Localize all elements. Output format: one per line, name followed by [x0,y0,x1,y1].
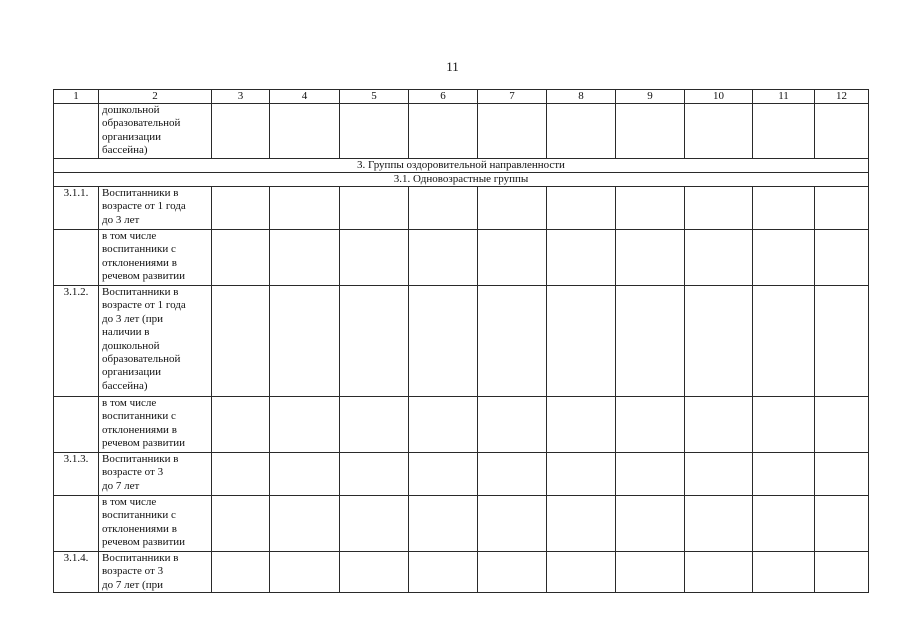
column-header: 9 [616,90,685,104]
data-cell [547,496,616,552]
data-cell [340,397,409,453]
table-row [54,230,869,286]
column-header: 5 [340,90,409,104]
data-cell [478,453,547,496]
row-code-cell [54,230,99,286]
data-cell [547,187,616,230]
data-cell [409,230,478,286]
data-cell [815,496,869,552]
data-cell [478,286,547,397]
data-cell [547,286,616,397]
data-cell [685,230,753,286]
data-cell [616,104,685,159]
data-cell [478,230,547,286]
data-cell [212,104,270,159]
table-row [54,187,869,230]
data-cell [753,187,815,230]
data-cell [409,453,478,496]
column-header: 4 [270,90,340,104]
data-cell [753,496,815,552]
data-cell [547,552,616,593]
data-cell [212,286,270,397]
data-cell [753,453,815,496]
row-label-cell: Воспитанники в возрасте от 3 до 7 лет (при [99,552,212,593]
column-header: 2 [99,90,212,104]
table-row [54,453,869,496]
subsection-heading: 3.1. Одновозрастные группы [54,173,869,187]
data-cell [270,453,340,496]
data-cell [753,104,815,159]
data-cell [212,496,270,552]
data-cell [616,230,685,286]
row-code-cell [54,104,99,159]
table-row [54,286,869,397]
data-cell [616,187,685,230]
data-cell [409,104,478,159]
data-cell [815,104,869,159]
data-cell [409,286,478,397]
data-cell [815,230,869,286]
data-cell [815,453,869,496]
data-cell [270,230,340,286]
column-header: 7 [478,90,547,104]
data-cell [212,230,270,286]
column-header: 6 [409,90,478,104]
data-cell [478,104,547,159]
data-cell [340,453,409,496]
column-header: 8 [547,90,616,104]
data-cell [340,552,409,593]
data-cell [685,397,753,453]
data-cell [616,286,685,397]
data-cell [815,187,869,230]
data-cell [409,496,478,552]
section-heading: 3. Группы оздоровительной направленности [54,159,869,173]
data-cell [340,496,409,552]
data-cell [478,187,547,230]
data-cell [478,496,547,552]
column-header: 11 [753,90,815,104]
data-cell [409,552,478,593]
data-cell [270,104,340,159]
data-cell [212,397,270,453]
table-row [54,496,869,552]
data-cell [685,552,753,593]
data-cell [478,552,547,593]
data-cell [753,230,815,286]
data-cell [815,286,869,397]
table-row [54,552,869,593]
data-cell [753,397,815,453]
row-code-cell: 3.1.2. [54,286,99,397]
data-cell [270,187,340,230]
data-cell [340,187,409,230]
column-header: 1 [54,90,99,104]
data-cell [616,496,685,552]
data-cell [753,552,815,593]
table-row [54,397,869,453]
row-label-cell: в том числе воспитанники с отклонениями в речевом развитии [99,397,212,453]
row-label-cell: Воспитанники в возрасте от 1 года до 3 лет [99,187,212,230]
data-cell [815,552,869,593]
data-cell [815,397,869,453]
column-number-row [54,90,869,104]
data-cell [409,187,478,230]
data-cell [212,552,270,593]
data-cell [685,453,753,496]
data-cell [270,552,340,593]
column-header: 12 [815,90,869,104]
data-cell [409,397,478,453]
data-cell [616,552,685,593]
row-code-cell: 3.1.3. [54,453,99,496]
data-cell [340,104,409,159]
data-cell [212,453,270,496]
column-header: 10 [685,90,753,104]
data-cell [685,496,753,552]
page-number: 11 [446,59,459,74]
data-cell [753,286,815,397]
data-cell [547,104,616,159]
table-row-continuation [54,104,869,159]
data-cell [616,453,685,496]
row-label-cell: в том числе воспитанники с отклонениями в речевом развитии [99,496,212,552]
row-label-cell: Воспитанники в возрасте от 3 до 7 лет [99,453,212,496]
row-code-cell [54,397,99,453]
data-cell [478,397,547,453]
section-heading-row [54,159,869,173]
data-cell [270,496,340,552]
subsection-heading-row [54,173,869,187]
data-cell [547,453,616,496]
data-cell [685,187,753,230]
data-cell [616,397,685,453]
column-header: 3 [212,90,270,104]
data-cell [685,286,753,397]
row-label-cell: Воспитанники в возрасте от 1 года до 3 лет (при наличии в дошкольной образовательной организации бассейна) [99,286,212,397]
data-cell [340,286,409,397]
data-cell [685,104,753,159]
row-code-cell [54,496,99,552]
row-label-cell: в том числе воспитанники с отклонениями в речевом развитии [99,230,212,286]
data-cell [270,397,340,453]
data-cell [547,230,616,286]
data-cell [547,397,616,453]
data-cell [270,286,340,397]
row-label-cell: дошкольной образовательной организации бассейна) [99,104,212,159]
data-cell [340,230,409,286]
statistics-form-table [53,89,869,593]
data-cell [212,187,270,230]
row-code-cell: 3.1.1. [54,187,99,230]
row-code-cell: 3.1.4. [54,552,99,593]
